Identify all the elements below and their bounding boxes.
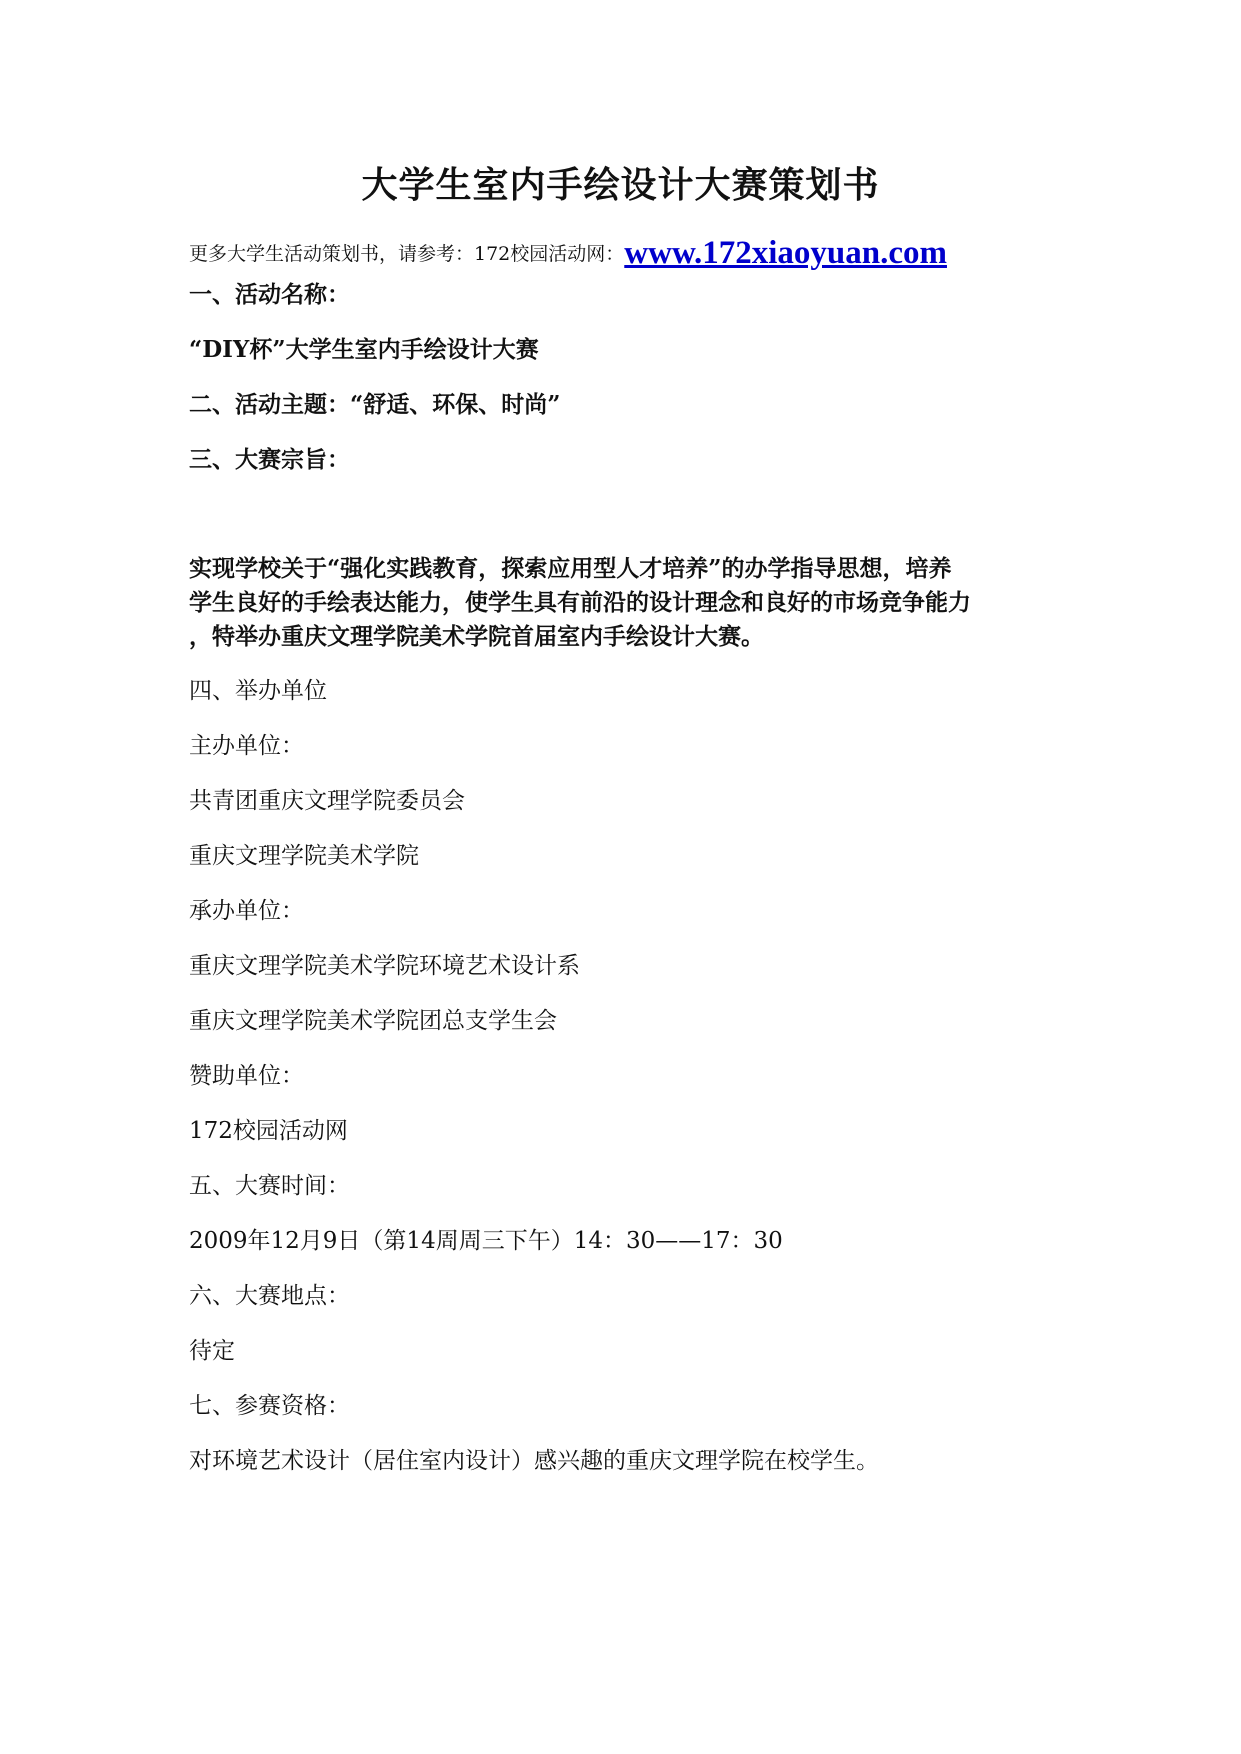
purpose-line: 实现学校关于“强化实践教育，探索应用型人才培养”的办学指导思想，培养	[189, 555, 952, 582]
sponsor-label: 赞助单位：	[189, 1063, 304, 1089]
website-link[interactable]: www.172xiaoyuan.com	[624, 235, 947, 271]
sponsor-item: 172校园活动网	[189, 1118, 348, 1144]
purpose-line: ，特举办重庆文理学院美术学院首届室内手绘设计大赛。	[189, 623, 764, 650]
section4-heading: 四、举办单位	[189, 678, 327, 704]
section5-heading: 五、大赛时间：	[189, 1173, 350, 1199]
host-item: 重庆文理学院美术学院	[189, 843, 419, 869]
activity-name: “DIY杯”大学生室内手绘设计大赛	[189, 336, 539, 363]
section1-heading: 一、活动名称：	[189, 281, 350, 308]
purpose-paragraph	[189, 552, 1059, 654]
contest-time: 2009年12月9日（第14周周三下午）14：30——17：30	[189, 1228, 783, 1254]
contest-location: 待定	[189, 1338, 235, 1364]
purpose-line: 学生良好的手绘表达能力，使学生具有前沿的设计理念和良好的市场竞争能力	[189, 589, 971, 616]
section6-heading: 六、大赛地点：	[189, 1283, 350, 1309]
reference-line	[189, 230, 947, 277]
reference-prefix: 更多大学生活动策划书，请参考：172校园活动网：	[189, 243, 625, 265]
organizer-item: 重庆文理学院美术学院环境艺术设计系	[189, 953, 580, 979]
eligibility-text: 对环境艺术设计（居住室内设计）感兴趣的重庆文理学院在校学生。	[189, 1448, 879, 1474]
host-item: 共青团重庆文理学院委员会	[189, 788, 465, 814]
section2-heading: 二、活动主题：“舒适、环保、时尚”	[189, 391, 561, 418]
organizer-label: 承办单位：	[189, 898, 304, 924]
section3-heading: 三、大赛宗旨：	[189, 446, 350, 473]
organizer-item: 重庆文理学院美术学院团总支学生会	[189, 1008, 557, 1034]
document-title: 大学生室内手绘设计大赛策划书	[361, 164, 880, 206]
section7-heading: 七、参赛资格：	[189, 1393, 350, 1419]
host-label: 主办单位：	[189, 733, 304, 759]
